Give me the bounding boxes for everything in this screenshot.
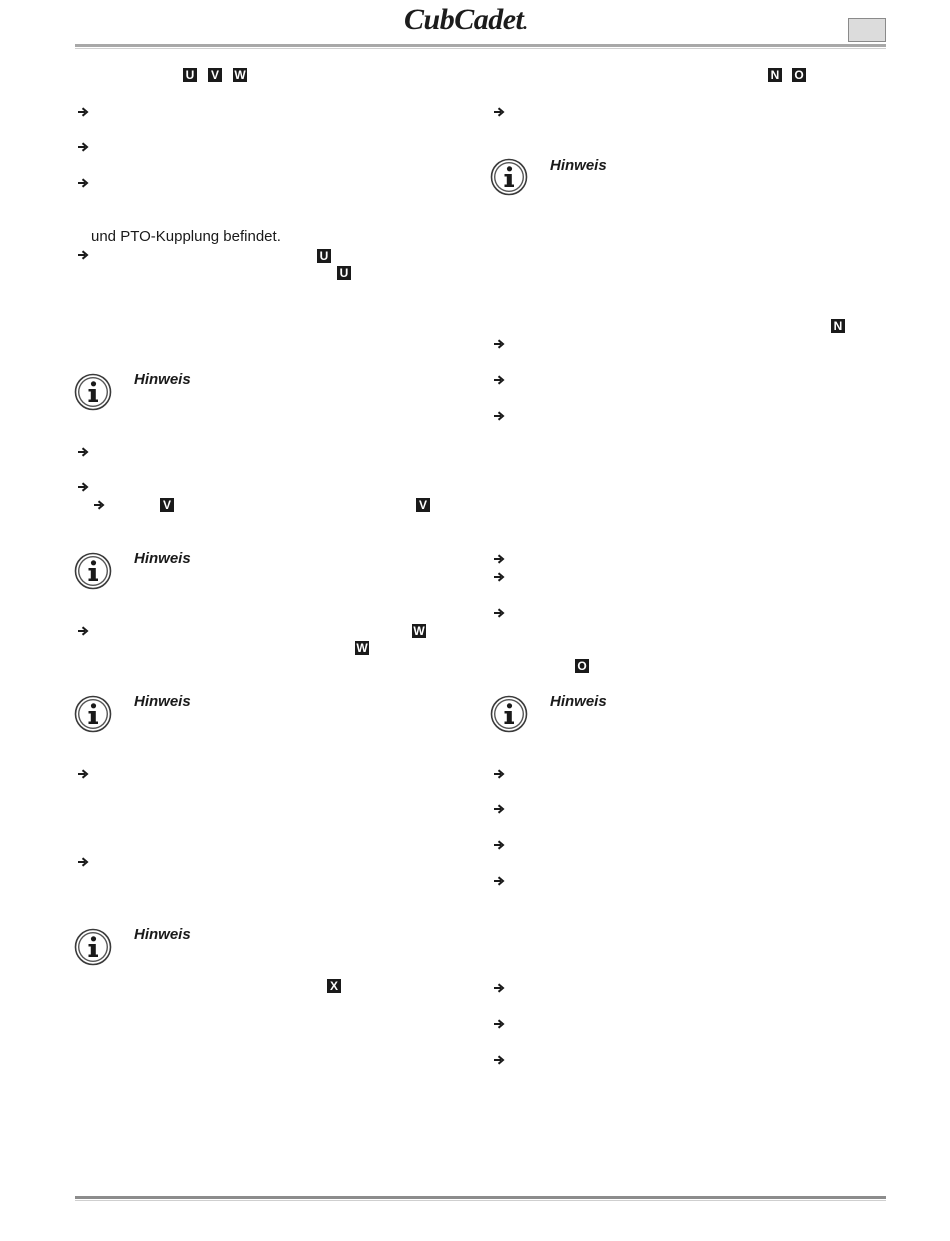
note-label: Hinweis bbox=[550, 157, 607, 174]
right-arrow-icon bbox=[493, 875, 505, 887]
marker-v: V bbox=[160, 498, 174, 512]
info-icon bbox=[74, 552, 112, 590]
right-arrow-icon bbox=[493, 1018, 505, 1030]
right-arrow-icon bbox=[77, 249, 89, 261]
info-icon bbox=[490, 158, 528, 196]
info-icon bbox=[490, 695, 528, 733]
marker-v: V bbox=[416, 498, 430, 512]
right-arrow-icon bbox=[493, 982, 505, 994]
right-arrow-icon bbox=[493, 803, 505, 815]
right-arrow-icon bbox=[77, 625, 89, 637]
page-tab bbox=[848, 18, 886, 42]
right-arrow-icon bbox=[77, 141, 89, 153]
note-label: Hinweis bbox=[134, 926, 191, 943]
right-arrow-icon bbox=[493, 571, 505, 583]
right-arrow-icon bbox=[493, 553, 505, 565]
marker-o-heading: O bbox=[792, 68, 806, 82]
note-label: Hinweis bbox=[134, 550, 191, 567]
right-arrow-icon bbox=[77, 106, 89, 118]
right-arrow-icon bbox=[493, 1054, 505, 1066]
footer-rule bbox=[75, 1196, 886, 1199]
marker-v-heading: V bbox=[208, 68, 222, 82]
header-rule bbox=[75, 44, 886, 47]
note-label: Hinweis bbox=[134, 693, 191, 710]
marker-u: U bbox=[337, 266, 351, 280]
info-icon bbox=[74, 373, 112, 411]
marker-u: U bbox=[317, 249, 331, 263]
right-arrow-icon bbox=[77, 177, 89, 189]
right-arrow-icon bbox=[77, 446, 89, 458]
footer-rule-thin bbox=[75, 1200, 886, 1201]
right-arrow-icon bbox=[493, 768, 505, 780]
right-arrow-icon bbox=[493, 607, 505, 619]
marker-w: W bbox=[413, 624, 425, 638]
marker-n-heading: N bbox=[768, 68, 782, 82]
body-text-pto: und PTO-Kupplung befindet. bbox=[91, 228, 281, 245]
marker-w-heading: W bbox=[234, 68, 246, 82]
marker-n: N bbox=[831, 319, 845, 333]
info-icon bbox=[74, 695, 112, 733]
header-rule-thin bbox=[75, 48, 886, 49]
right-arrow-icon bbox=[493, 374, 505, 386]
marker-x: X bbox=[327, 979, 341, 993]
logo-dot: . bbox=[523, 13, 528, 33]
right-arrow-icon bbox=[493, 106, 505, 118]
marker-w: W bbox=[356, 641, 368, 655]
right-arrow-icon bbox=[493, 338, 505, 350]
right-arrow-icon bbox=[493, 839, 505, 851]
marker-u-heading: U bbox=[183, 68, 197, 82]
logo-wordmark: CubCadet bbox=[404, 3, 524, 36]
right-arrow-icon bbox=[77, 856, 89, 868]
note-label: Hinweis bbox=[550, 693, 607, 710]
right-arrow-icon bbox=[93, 499, 105, 511]
cub-cadet-logo bbox=[404, 4, 579, 36]
marker-o: O bbox=[575, 659, 589, 673]
right-arrow-icon bbox=[77, 768, 89, 780]
right-arrow-icon bbox=[77, 481, 89, 493]
note-label: Hinweis bbox=[134, 371, 191, 388]
info-icon bbox=[74, 928, 112, 966]
right-arrow-icon bbox=[493, 410, 505, 422]
